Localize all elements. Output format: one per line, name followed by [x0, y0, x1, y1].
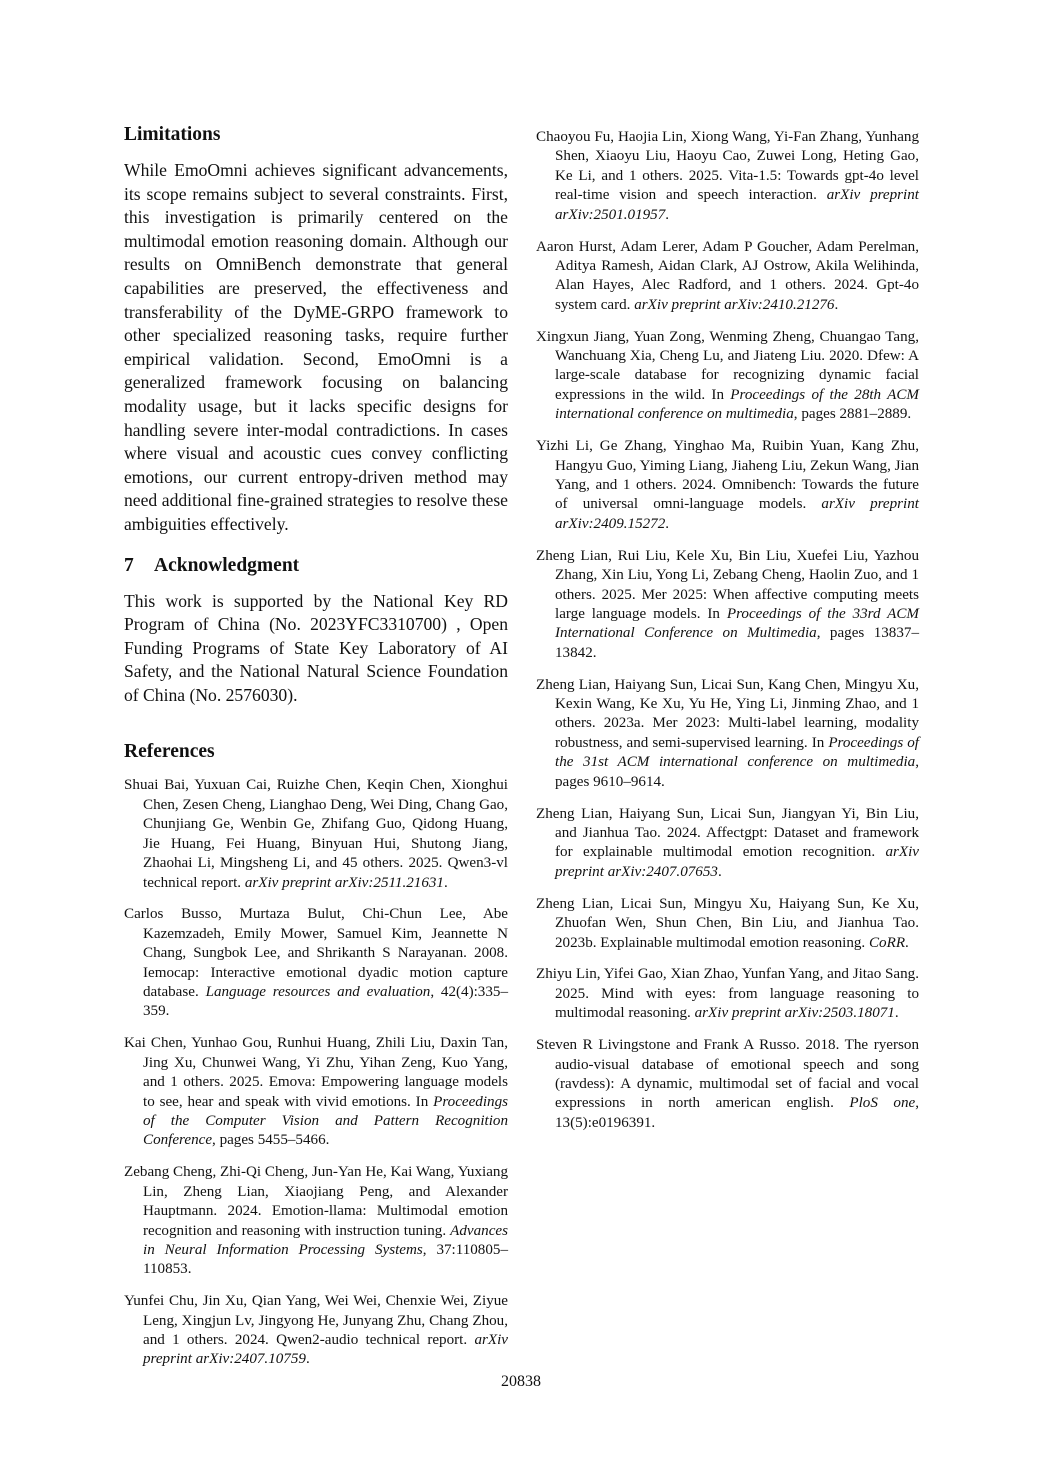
reference-entry — [536, 328, 919, 425]
reference-text: Yizhi Li, Ge Zhang, Yinghao Ma, Ruibin Yuan, Kang Zhu, Hangyu Guo, Yiming Liang, Jiaheng Liu, Zekun Wang, Jian Yang, and 1 others. 2024. Omnibench: Towards the future of universal omni-language models. — [536, 438, 919, 513]
reference-details: . — [665, 515, 670, 532]
reference-details: , 37:110805–110853. — [143, 1241, 508, 1278]
reference-details: . — [905, 934, 909, 951]
reference-details: , pages 5455–5466. — [212, 1132, 330, 1149]
reference-text: Yunfei Chu, Jin Xu, Qian Yang, Wei Wei, Chenxie Wei, Ziyue Leng, Xingjun Lv, Jingyong He, Junyang Zhu, Chang Zhou, and 1 others. 2024. Qwen2-audio technical report. — [124, 1293, 508, 1349]
acknowledgment-heading — [124, 551, 508, 581]
reference-text: Zheng Lian, Haiyang Sun, Licai Sun, Kang Chen, Mingyu Xu, Kexin Wang, Ke Xu, Yu He, Ying Li, Jinming Zhao, and 1 others. 2023a. Mer 2023: Multi-label learning, modality robustness, and semi-supervised learning. In — [536, 676, 919, 751]
section-title: Acknowledgment — [154, 554, 300, 576]
reference-venue: Language resources and evaluation — [205, 984, 431, 1001]
section-number: 7 — [124, 554, 134, 576]
reference-text: Kai Chen, Yunhao Gou, Runhui Huang, Zhili Liu, Daxin Tan, Jing Xu, Chunwei Wang, Yi Zhu, Yihan Zeng, Kuo Yang, and 1 others. 2025. Emova: Empowering language models to see, hear and speak with vivid emotions. In — [124, 1035, 508, 1110]
reference-venue: arXiv preprint arXiv:2503.18071 — [694, 1005, 895, 1022]
reference-text: Steven R Livingstone and Frank A Russo. 2018. The ryerson audio-visual database of emotional speech and song (ravdess): A dynamic, multimodal set of facial and vocal expressions in north american english. — [536, 1037, 919, 1112]
references-heading: References — [124, 741, 215, 763]
references-list-left — [124, 776, 508, 1369]
reference-entry — [536, 547, 919, 663]
reference-details: , 42(4):335–359. — [143, 984, 508, 1020]
reference-details: . — [834, 296, 839, 313]
reference-text: Xingxun Jiang, Yuan Zong, Wenming Zheng, Chuangao Tang, Wanchuang Xia, Cheng Lu, and Jiateng Liu. 2020. Dfew: A large-scale database for recognizing dynamic facial expressions in the wild. In — [536, 328, 919, 403]
reference-text: Carlos Busso, Murtaza Bulut, Chi-Chun Lee, Abe Kazemzadeh, Emily Mower, Samuel Kim, Jeannette N Chang, Sungbok Lee, and Shrikanth S Narayanan. 2008. Iemocap: Interactive emotional dyadic motion capture database. — [124, 906, 508, 1001]
reference-entry — [124, 1292, 508, 1370]
limitations-heading: Limitations — [124, 124, 221, 145]
reference-venue: arXiv preprint arXiv:2407.10759 — [143, 1332, 508, 1368]
references-list-right — [536, 128, 919, 1133]
reference-text: Chaoyou Fu, Haojia Lin, Xiong Wang, Yi-Fan Zhang, Yunhang Shen, Xiaoyu Liu, Haoyu Cao, Zuwei Long, Heting Gao, Ke Li, and 1 others. 2025. Vita-1.5: Towards gpt-4o level real-time vision and speech interaction. — [536, 129, 919, 204]
reference-text: Zheng Lian, Rui Liu, Kele Xu, Bin Liu, Xuefei Liu, Yazhou Zhang, Xin Liu, Yong Li, Zebang Cheng, Haolin Zuo, and 1 others. 2025. Mer 2025: When affective computing meets large language models. In — [536, 547, 919, 622]
reference-venue: arXiv preprint arXiv:2407.07653 — [555, 844, 919, 880]
reference-venue: arXiv preprint arXiv:2511.21631 — [244, 874, 444, 891]
reference-entry — [536, 238, 919, 316]
reference-venue: arXiv preprint arXiv:2409.15272 — [555, 496, 919, 532]
reference-details: . — [443, 874, 448, 891]
reference-entry — [536, 437, 919, 534]
reference-venue: arXiv preprint arXiv:2501.01957 — [555, 187, 919, 223]
reference-entry — [124, 776, 508, 892]
reference-text: Zheng Lian, Licai Sun, Mingyu Xu, Haiyang Sun, Ke Xu, Zhuofan Wen, Shun Chen, Bin Liu, and Jianhua Tao. 2023b. Explainable multimodal emotion reasoning. — [536, 895, 919, 951]
reference-details: . — [894, 1005, 899, 1022]
acknowledgment-paragraph: This work is supported by the National Key RD Program of China (No. 2023YFC3310700) , Open Funding Programs of State Key Laboratory of AI Safety, and the National Natural Science Foundation of China (No. 2576030). — [124, 590, 508, 705]
reference-venue: Proceedings of the 33rd ACM International Conference on Multimedia — [555, 605, 919, 642]
reference-text: Zhiyu Lin, Yifei Gao, Xian Zhao, Yunfan Yang, and Jitao Sang. 2025. Mind with eyes: from language reasoning to multimodal reasoning. — [536, 966, 919, 1022]
reference-text: Aaron Hurst, Adam Lerer, Adam P Goucher, Adam Perelman, Aditya Ramesh, Aidan Clark, AJ Ostrow, Akila Welihinda, Alan Hayes, Alec Radford, and 1 others. 2024. Gpt-4o system card. — [536, 238, 919, 313]
reference-venue: Proceedings of the Computer Vision and Pattern Recognition Conference — [143, 1093, 508, 1149]
reference-details: , pages 2881–2889. — [793, 406, 912, 423]
reference-text: Zheng Lian, Haiyang Sun, Licai Sun, Jiangyan Yi, Bin Liu, and Jianhua Tao. 2024. Affectgpt: Dataset and framework for explainable multimodal emotion recognition. — [536, 805, 919, 861]
reference-entry — [536, 676, 919, 792]
reference-text: Shuai Bai, Yuxuan Cai, Ruizhe Chen, Keqin Chen, Xionghui Chen, Zesen Cheng, Lianghao Deng, Wei Ding, Chang Gao, Chunjiang Ge, Wenbin Ge, Zhifang Guo, Qidong Huang, Jie Huang, Fei Huang, Binyuan Hui, Shutong Jiang, Zhaohai Li, Mingsheng Li, and 45 others. 2025. Qwen3-vl technical report. — [124, 777, 508, 891]
reference-venue: CoRR — [868, 934, 906, 951]
reference-details: , pages 9610–9614. — [555, 754, 919, 790]
reference-details: . — [305, 1351, 310, 1368]
reference-venue: Proceedings of the 28th ACM international conference on multimedia — [555, 386, 919, 423]
reference-venue: arXiv preprint arXiv:2410.21276 — [634, 296, 835, 313]
reference-details: . — [717, 863, 722, 880]
reference-entry — [124, 1163, 508, 1279]
page-number: 20838 — [501, 1373, 541, 1390]
reference-venue: Advances in Neural Information Processing Systems — [143, 1222, 508, 1258]
reference-details: , pages 13837–13842. — [555, 625, 919, 661]
reference-entry — [536, 965, 919, 1023]
reference-entry — [536, 1036, 919, 1133]
reference-venue: Proceedings of the 31st ACM international conference on multimedia — [555, 734, 919, 771]
right-column — [536, 128, 919, 1146]
reference-entry — [124, 905, 508, 1021]
reference-details: . — [665, 206, 670, 223]
reference-entry — [124, 1034, 508, 1150]
left-column — [124, 120, 508, 1370]
reference-entry — [536, 895, 919, 953]
reference-details: , 13(5):e0196391. — [555, 1095, 920, 1131]
reference-text: Zebang Cheng, Zhi-Qi Cheng, Jun-Yan He, Kai Wang, Yuxiang Lin, Zheng Lian, Xiaojiang Peng, and Alexander Hauptmann. 2024. Emotion-llama: Multimodal emotion recognition and reasoning with instruction tuning. — [124, 1164, 508, 1239]
limitations-paragraph: While EmoOmni achieves significant advancements, its scope remains subject to several constraints. First, this investigation is primarily centered on the multimodal emotion reasoning domain. Although our results on OmniBench demonstrate that general capabilities are preserved, the effectiveness and transferability of the DyME-GRPO framework to other specialized reasoning tasks, require further empirical validation. Second, EmoOmni is a generalized framework focusing on balancing modality usage, but it lacks specific designs for handling severe inter-modal contradictions. In cases where visual and acoustic cues convey conflicting emotions, our current entropy-driven method may need additional fine-grained strategies to resolve these ambiguities effectively. — [124, 160, 508, 534]
reference-venue: PloS one — [849, 1095, 916, 1112]
reference-entry — [536, 805, 919, 883]
reference-entry — [536, 128, 919, 225]
